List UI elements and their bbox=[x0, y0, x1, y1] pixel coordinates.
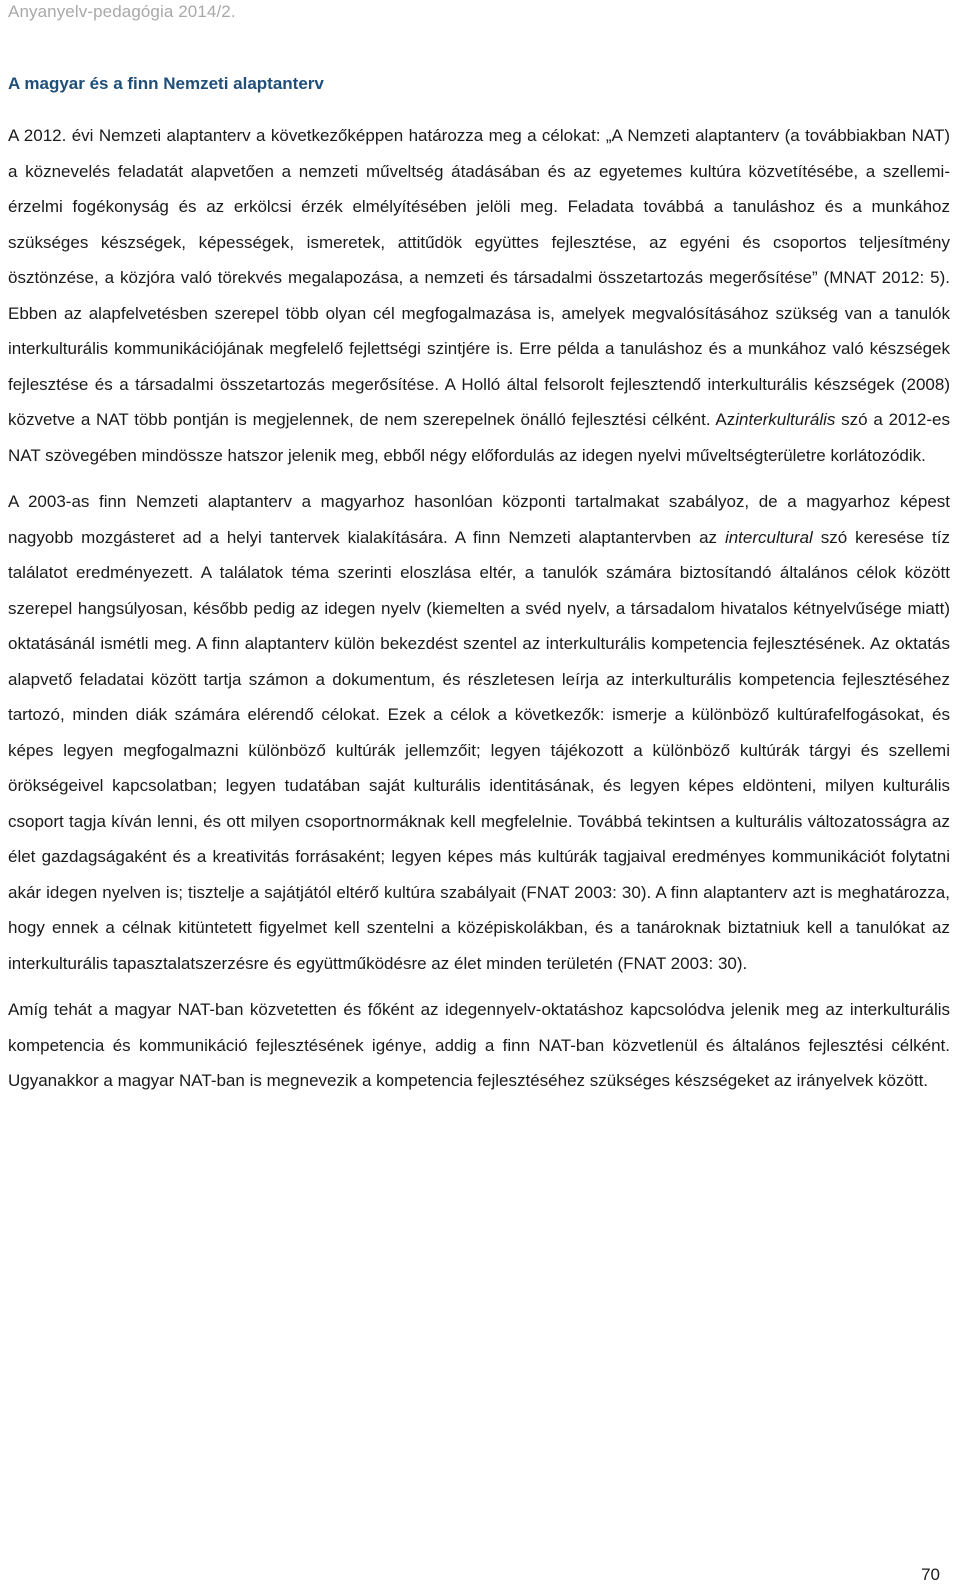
paragraph-1-text-a: A 2012. évi Nemzeti alaptanterv a következőképpen határozza meg a célokat: „A Nemzeti alaptanterv (a továbbiakban NAT) a köznevelés feladatát alapvetően a nemzeti műveltség átadásában és az egyetemes kultúra közvetítésébe, a szellemi-érzelmi fogékonyság és az erkölcsi érzék elmélyítésében jelöli meg. Feladata továbbá a tanuláshoz és a munkához szükséges készségek, képességek, ismeretek, attitűdök együttes fejlesztése, az egyéni és csoportos teljesítmény ösztönzése, a közjóra való törekvés megalapozása, a nemzeti és társadalmi összetartozás megerősítése” (MNAT 2012: 5). Ebben az alapfelvetésben szerepel több olyan cél megfogalmazása is, amelyek megvalósításához szükség van a tanulók interkulturális kommunikációjának megfelelő fejlettségi szintjére is. Erre példa a tanuláshoz és a munkához való készségek fejlesztése és a társadalmi összetartozás megerősítése. A Holló által felsorolt fejlesztendő interkulturális készségek (2008) közvetve a NAT több pontján is megjelennek, de nem szerepelnek önálló fejlesztési célként. Az bbox=[8, 126, 950, 429]
paragraph-3 bbox=[8, 992, 950, 1099]
paragraph-1-emphasis: interkulturális bbox=[735, 410, 836, 429]
paragraph-3-text: Amíg tehát a magyar NAT-ban közvetetten és főként az idegennyelv-oktatáshoz kapcsolódva jelenik meg az interkulturális kompetencia és kommunikáció fejlesztésének igénye, addig a finn NAT-ban közvetlenül és általános fejlesztési célként. Ugyanakkor a magyar NAT-ban is megnevezik a kompetencia fejlesztéséhez szükséges készségeket az irányelvek között. bbox=[8, 1000, 950, 1090]
paragraph-1-text-b: szó a 2012-es NAT szövegében mindössze hatszor jelenik meg, ebből négy előfordulás az idegen nyelvi műveltségterületre korlátozódik. bbox=[8, 410, 951, 465]
paragraph-2-emphasis: intercultural bbox=[724, 527, 813, 547]
paragraph-1 bbox=[8, 118, 950, 473]
paragraph-2-text-a: A 2003-as finn Nemzeti alaptanterv a magyarhoz hasonlóan központi tartalmakat szabályoz, de a magyarhoz képest nagyobb mozgásteret ad a helyi tantervek kialakítására. A finn Nemzeti alaptantervben az bbox=[8, 492, 950, 547]
body-text bbox=[8, 118, 950, 1110]
paragraph-2-text-b: szó keresése tíz találatot eredményezett. A találatok téma szerinti eloszlása eltér, a tanulók számára biztosítandó általános célok között szerepel hangsúlyosan, később pedig az idegen nyelv (kiemelten a svéd nyelv, a társadalom hivatalos kétnyelvűsége miatt) oktatásánál ismétli meg. A finn alaptanterv külön bekezdést szentel az interkulturális kompetencia fejlesztésének. Az oktatás alapvető feladatai között tartja számon a dokumentum, és részletesen leírja az interkulturális kompetencia fejlesztéséhez tartozó, minden diák számára elérendő célokat. Ezek a célok a következők: ismerje a különböző kultúrafelfogásokat, és képes legyen megfogalmazni különböző kultúrák jellemzőit; legyen tájékozott a különböző kultúrák tárgyi és szellemi örökségeivel kapcsolatban; legyen tudatában saját kulturális identitásának, és legyen képes eldönteni, milyen kulturális csoport tagja kíván lenni, és ott milyen csoportnormáknak kell megfelelnie. Továbbá tekintsen a kulturális változatosságra az élet gazdagságaként és a kreativitás forrásaként; legyen képes más kultúrák tagjaival eredményes kommunikációt folytatni akár idegen nyelven is; tisztelje a sajátjától eltérő kultúra szabályait (FNAT 2003: 30). A finn alaptanterv azt is meghatározza, hogy ennek a célnak kitüntetett figyelmet kell szentelni a középiskolákban, és a tanároknak biztatniuk kell a tanulókat az interkulturális tapasztalatszerzésre és együttműködésre az élet minden területén (FNAT 2003: 30). bbox=[8, 527, 950, 973]
paragraph-2 bbox=[8, 484, 950, 981]
running-header: Anyanyelv-pedagógia 2014/2. bbox=[8, 2, 236, 21]
section-title: A magyar és a finn Nemzeti alaptanterv bbox=[8, 74, 324, 93]
page-number: 70 bbox=[921, 1565, 940, 1584]
